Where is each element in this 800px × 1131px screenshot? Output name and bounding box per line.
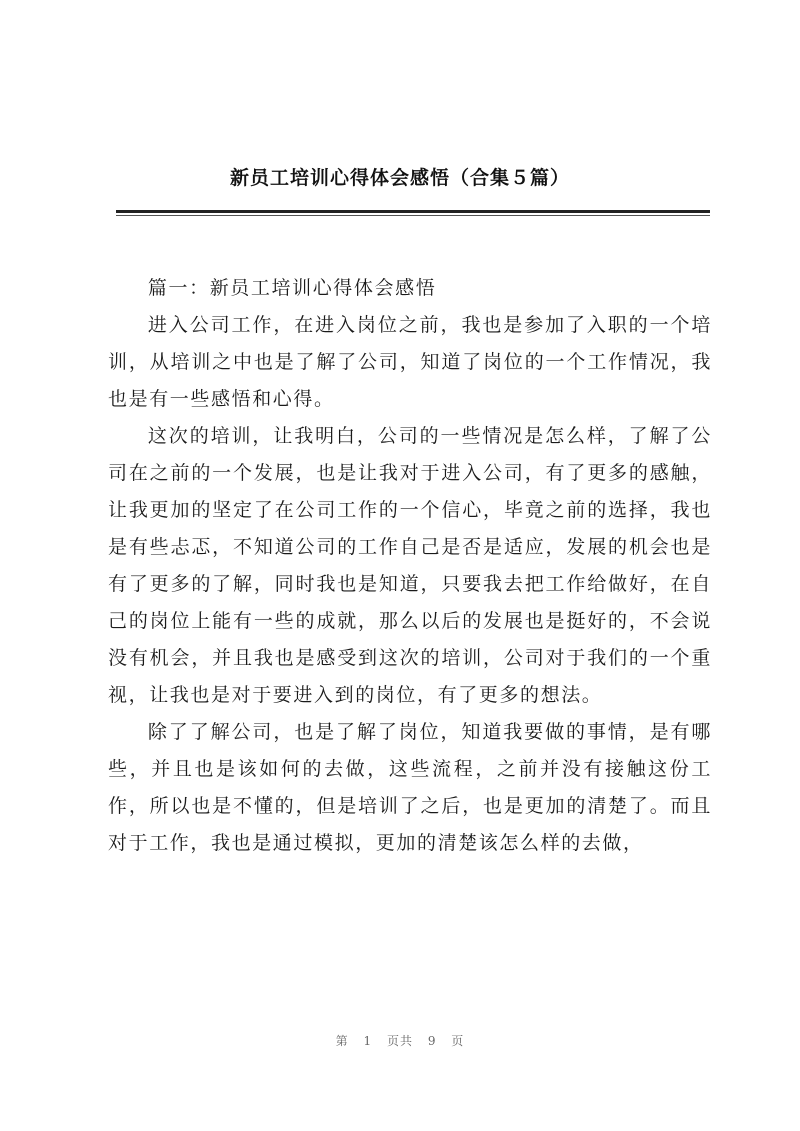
- document-title: 新员工培训心得体会感悟（合集５篇）: [229, 167, 570, 189]
- paragraph-3: 除了了解公司，也是了解了岗位，知道我要做的事情，是有哪些，并且也是该如何的去做，这些流程，之前并没有接触这份工作，所以也是不懂的，但是培训了之后，也是更加的清楚了。而且对于工作，我也是通过模拟，更加的清楚该怎么样的去做，: [108, 721, 712, 854]
- page-label-prefix: 第: [335, 1034, 349, 1048]
- title-divider: [116, 210, 710, 213]
- total-pages-number: 9: [427, 1034, 437, 1048]
- page-label-mid: 页共: [386, 1034, 413, 1048]
- section-heading: 篇一：新员工培训心得体会感悟: [147, 277, 437, 299]
- paragraph-2: 这次的培训，让我明白，公司的一些情况是怎么样，了解了公司在之前的一个发展，也是让我对于进入公司，有了更多的感触，让我更加的坚定了在公司工作的一个信心，毕竟之前的选择，我也是有些忐忑，不知道公司的工作自己是否是适应，发展的机会也是有了更多的了解，同时我也是知道，只要我去把工作给做好，在自己的岗位上能有一些的成就，那么以后的发展也是挺好的，不会说没有机会，并且我也是感受到这次的培训，公司对于我们的一个重视，让我也是对于要进入到的岗位，有了更多的想法。: [108, 425, 712, 706]
- page-footer: [0, 1032, 800, 1049]
- current-page-number: 1: [363, 1034, 373, 1048]
- paragraph-1: 进入公司工作，在进入岗位之前，我也是参加了入职的一个培训，从培训之中也是了解了公司，知道了岗位的一个工作情况，我也是有一些感悟和心得。: [108, 314, 712, 410]
- document-body: [108, 270, 712, 862]
- page-label-suffix: 页: [451, 1034, 465, 1048]
